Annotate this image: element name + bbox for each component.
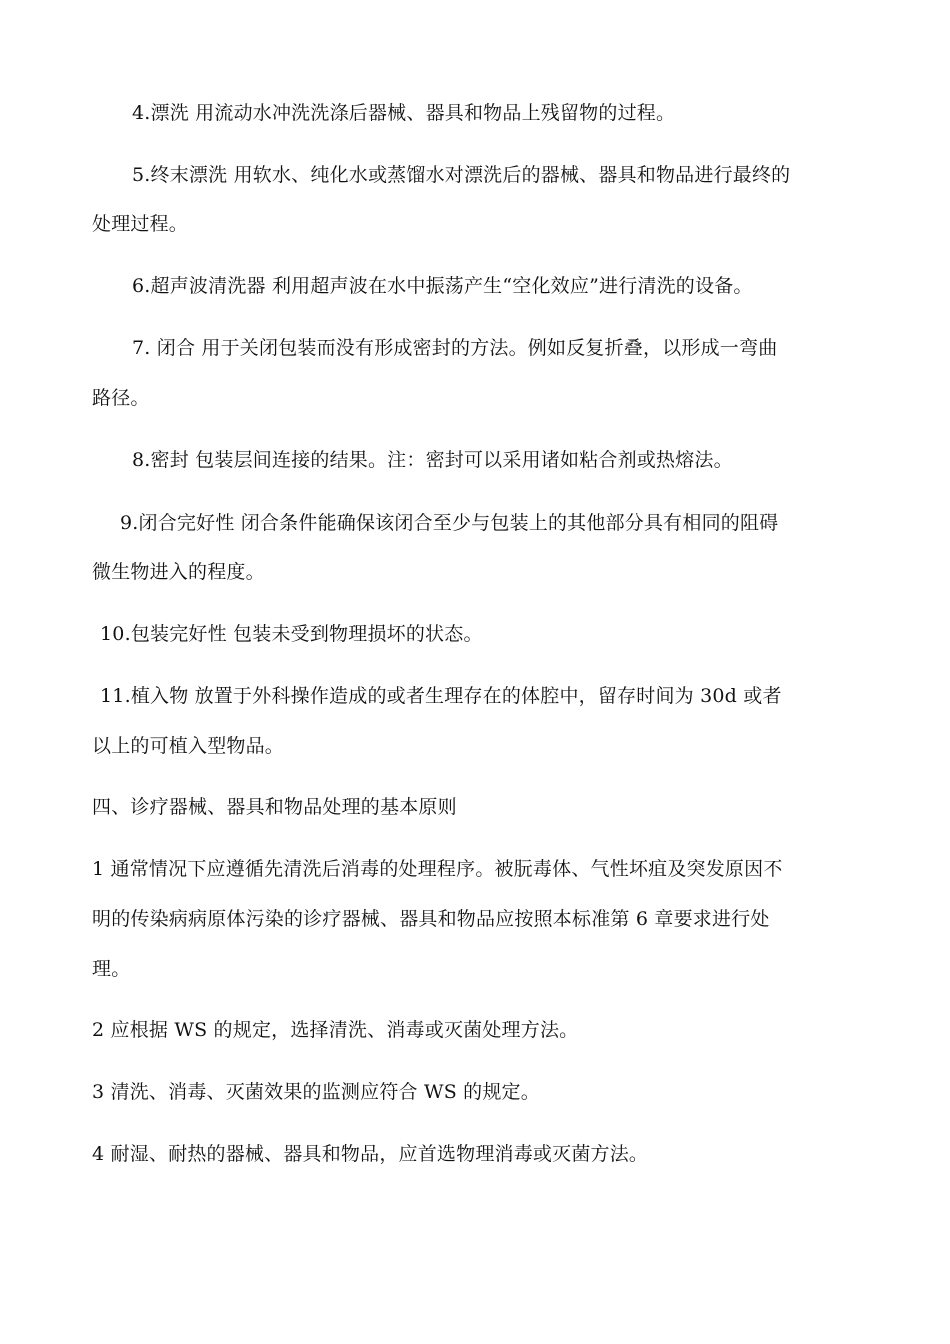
text-line-6-ultrasonic-cleaner: 6.超声波清洗器 利用超声波在水中振荡产生“空化效应”进行清洗的设备。 (132, 275, 753, 297)
principle-1-line-3: 理。 (92, 958, 131, 980)
text-line-11-implant: 11.植入物 放置于外科操作造成的或者生理存在的体腔中，留存时间为 30d 或者 (100, 685, 782, 707)
principle-2: 2 应根据 WS 的规定，选择清洗、消毒或灭菌处理方法。 (92, 1019, 579, 1041)
text-line-5-final-rinse: 5.终末漂洗 用软水、纯化水或蒸馏水对漂洗后的器械、器具和物品进行最终的 (132, 164, 791, 186)
text-line-8-seal: 8.密封 包装层间连接的结果。注：密封可以采用诸如粘合剂或热熔法。 (132, 449, 733, 471)
text-line-7-closure: 7. 闭合 用于关闭包装而没有形成密封的方法。例如反复折叠，以形成一弯曲 (132, 337, 778, 359)
text-line-4-rinse: 4.漂洗 用流动水冲洗洗涤后器械、器具和物品上残留物的过程。 (132, 102, 676, 124)
principle-4: 4 耐湿、耐热的器械、器具和物品，应首选物理消毒或灭菌方法。 (92, 1143, 649, 1165)
principle-1-line-2: 明的传染病病原体污染的诊疗器械、器具和物品应按照本标准第 6 章要求进行处 (92, 908, 770, 930)
text-line-5-continued: 处理过程。 (92, 213, 189, 235)
text-line-9-continued: 微生物进入的程度。 (92, 561, 265, 583)
text-line-11-continued: 以上的可植入型物品。 (92, 735, 285, 757)
principle-3: 3 清洗、消毒、灭菌效果的监测应符合 WS 的规定。 (92, 1081, 540, 1103)
text-line-10-package-integrity: 10.包装完好性 包装未受到物理损坏的状态。 (100, 623, 483, 645)
text-line-7-continued: 路径。 (92, 387, 150, 409)
section-heading-basic-principles: 四、诊疗器械、器具和物品处理的基本原则 (92, 796, 457, 818)
text-line-9-closure-integrity: 9.闭合完好性 闭合条件能确保该闭合至少与包装上的其他部分具有相同的阻碍 (120, 512, 779, 534)
principle-1-line-1: 1 通常情况下应遵循先清洗后消毒的处理程序。被朊毒体、气性坏疽及突发原因不 (92, 858, 783, 880)
